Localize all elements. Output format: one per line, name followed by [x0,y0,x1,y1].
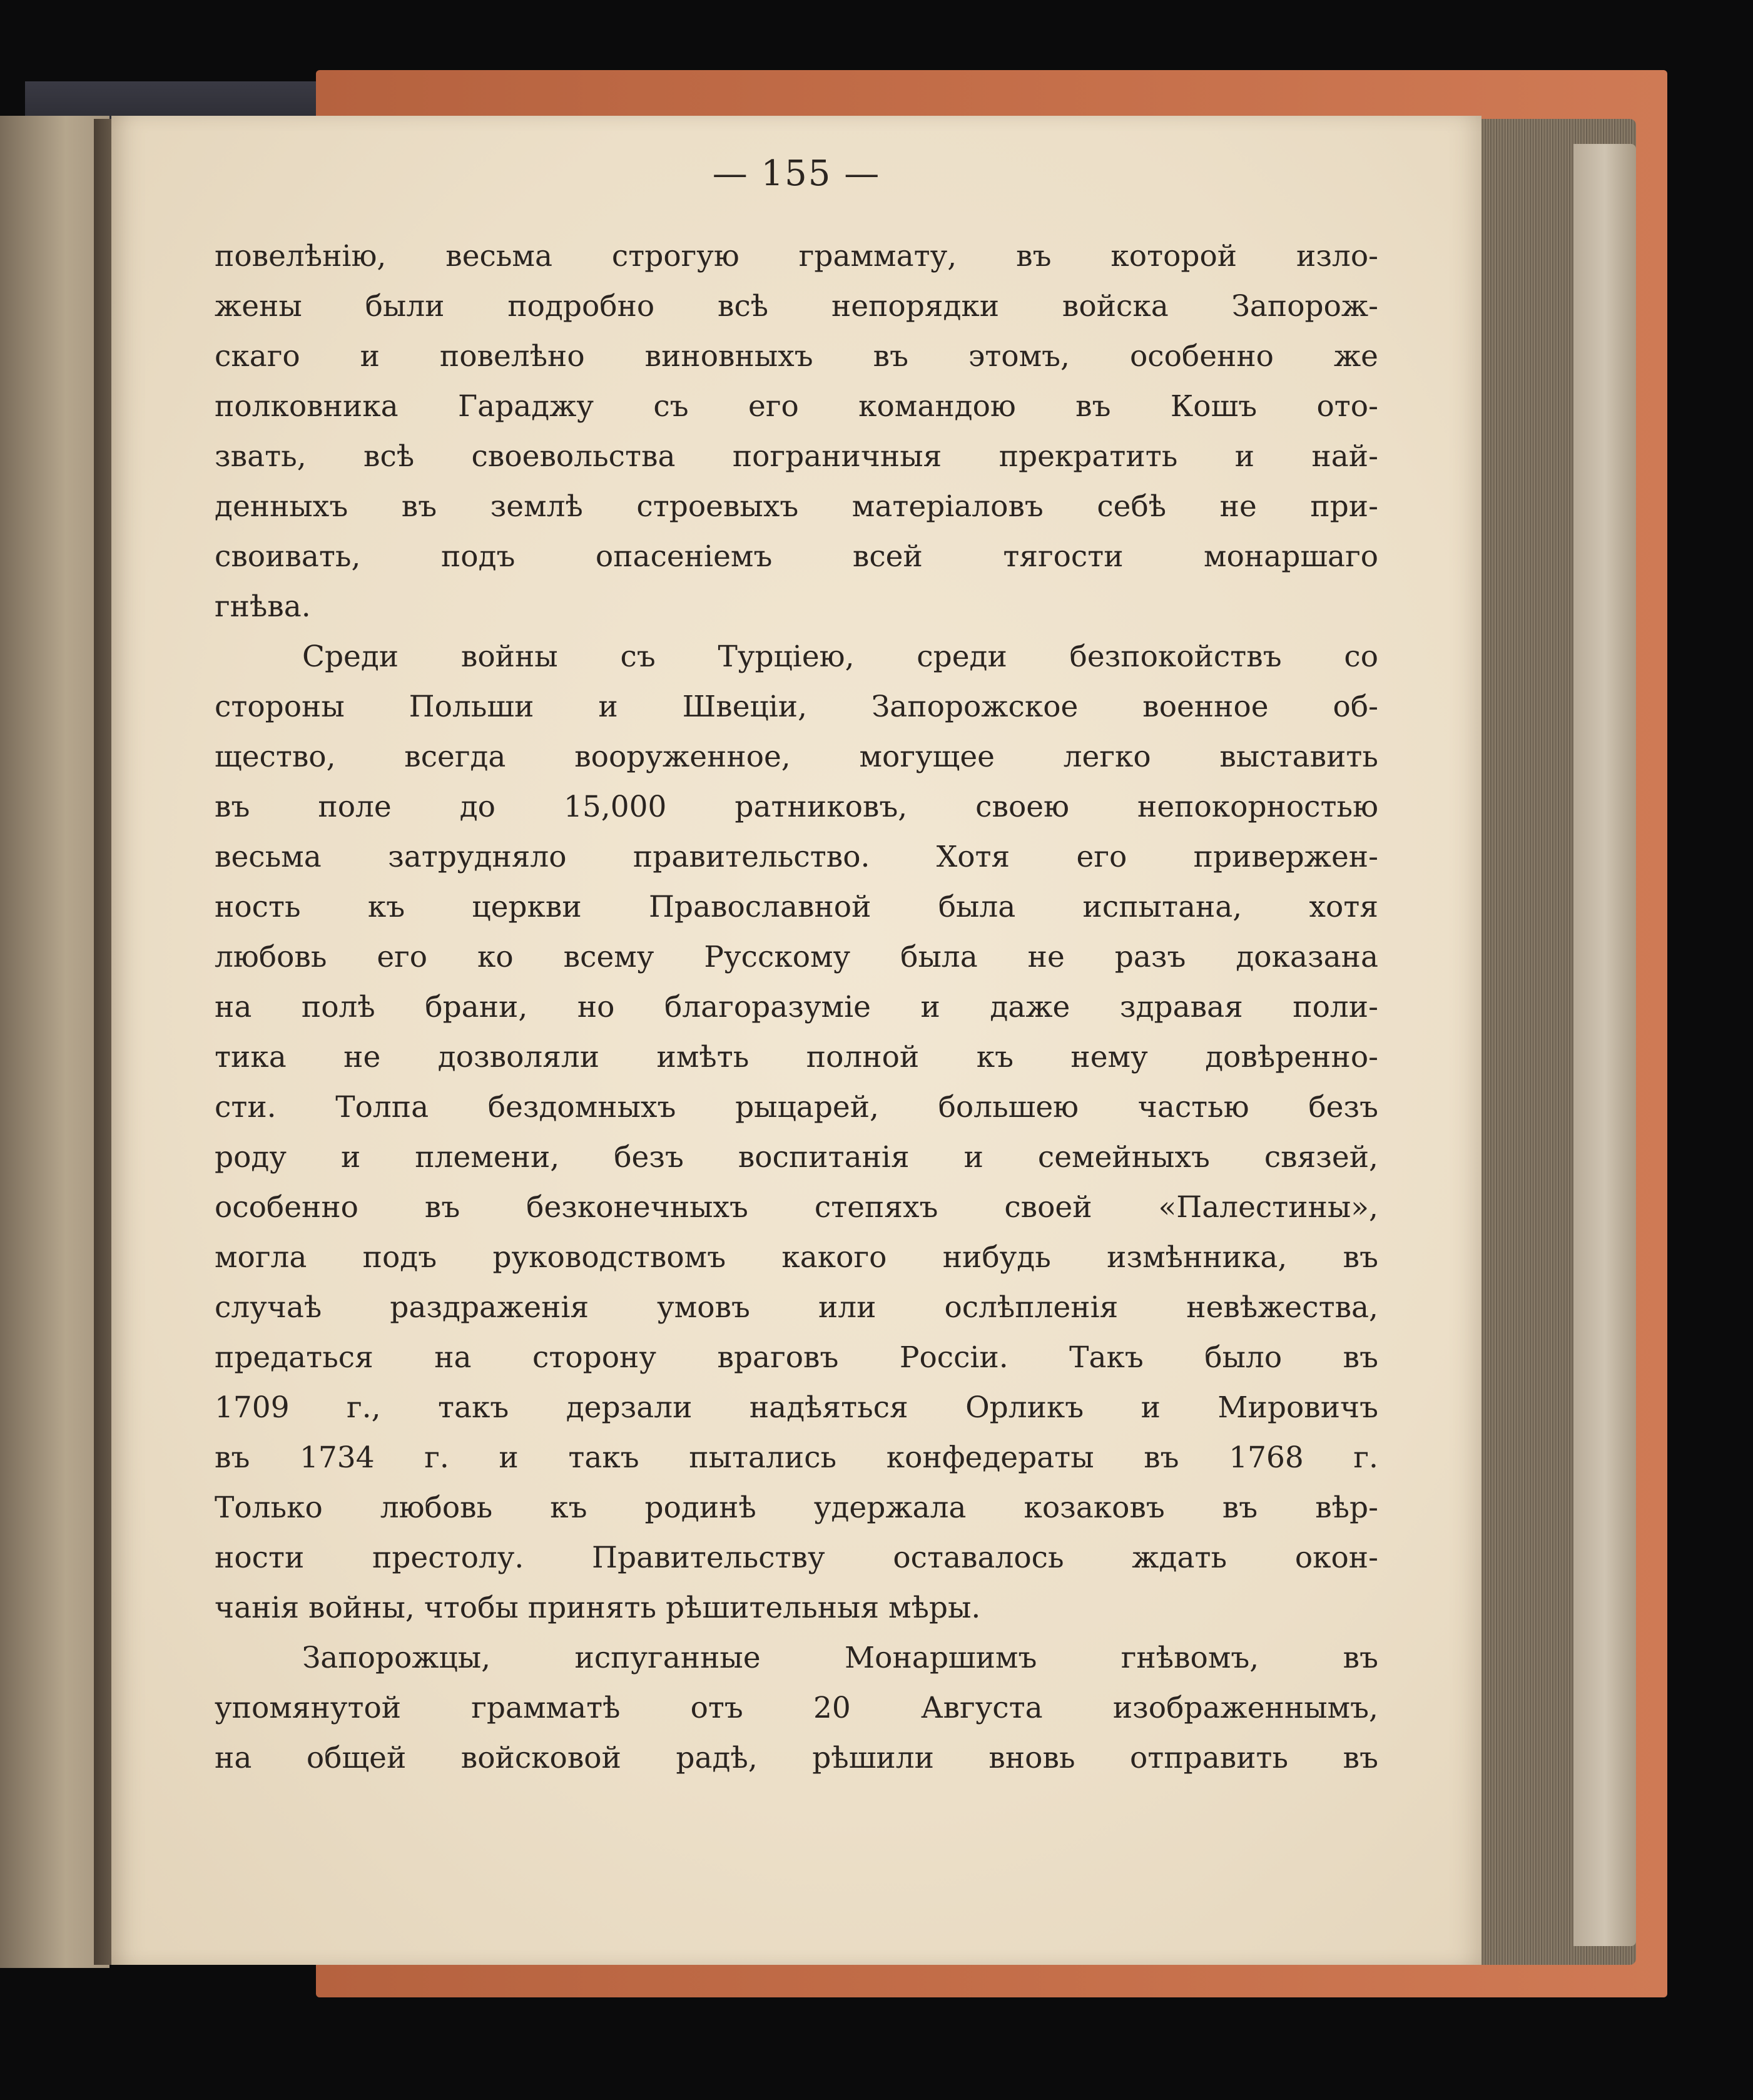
text-line: предаться на сторону враговъ Россіи. Такъ было въ [215,1340,1378,1375]
text-line: повелѣнію, весьма строгую граммату, въ которой изло- [215,239,1378,273]
text-line: тика не дозволяли имѣть полной къ нему довѣренно- [215,1040,1378,1074]
text-line: упомянутой грамматѣ отъ 20 Августа изображеннымъ, [215,1691,1378,1725]
text-line: 1709 г., такъ дерзали надѣяться Орликъ и Мировичъ [215,1390,1378,1425]
text-line: жены были подробно всѣ непорядки войска Запорож- [215,289,1378,324]
text-line: Только любовь къ родинѣ удержала козаковъ въ вѣр- [215,1491,1378,1525]
text-line: чанія войны, чтобы принять рѣшительныя мѣры. [215,1591,981,1625]
text-line: стороны Польши и Швеціи, Запорожское военное об- [215,690,1378,724]
text-line: на общей войсковой радѣ, рѣшили вновь отправить въ [215,1741,1378,1775]
text-line: Среди войны съ Турціею, среди безпокойствъ со [302,640,1378,674]
text-line: скаго и повелѣно виновныхъ въ этомъ, особенно же [215,339,1378,374]
book-page [111,116,1481,1965]
text-line: ность къ церкви Православной была испытана, хотя [215,890,1378,924]
text-line: щество, всегда вооруженное, могущее легко выставить [215,740,1378,774]
page-number: — 155 — [712,153,881,194]
text-line: могла подъ руководствомъ какого нибудь измѣнника, въ [215,1240,1378,1275]
text-line: въ поле до 15,000 ратниковъ, своею непокорностью [215,790,1378,824]
text-line: ности престолу. Правительству оставалось ждать окон- [215,1541,1378,1575]
text-line: звать, всѣ своевольства пограничныя прекратить и най- [215,439,1378,474]
text-line: Запорожцы, испуганные Монаршимъ гнѣвомъ, въ [302,1641,1378,1675]
text-line: въ 1734 г. и такъ пытались конфедераты въ 1768 г. [215,1440,1378,1475]
text-line: особенно въ безконечныхъ степяхъ своей «Палестины», [215,1190,1378,1225]
body-text [215,232,1378,1783]
text-line: на полѣ брани, но благоразуміе и даже здравая поли- [215,990,1378,1024]
text-line: гнѣва. [215,589,311,624]
text-line: случаѣ раздраженія умовъ или ослѣпленія невѣжества, [215,1290,1378,1325]
text-line: полковника Гараджу съ его командою въ Кошъ ото- [215,389,1378,424]
text-line: роду и племени, безъ воспитанія и семейныхъ связей, [215,1140,1378,1175]
text-line: любовь его ко всему Русскому была не разъ доказана [215,940,1378,974]
text-line: сти. Толпа бездомныхъ рыцарей, большею частью безъ [215,1090,1378,1124]
text-line: своивать, подъ опасеніемъ всей тягости монаршаго [215,539,1378,574]
text-line: денныхъ въ землѣ строевыхъ матеріаловъ себѣ не при- [215,489,1378,524]
text-line: весьма затрудняло правительство. Хотя его привержен- [215,840,1378,874]
left-facing-page [0,116,109,1968]
page-edges-highlight [1573,144,1636,1946]
